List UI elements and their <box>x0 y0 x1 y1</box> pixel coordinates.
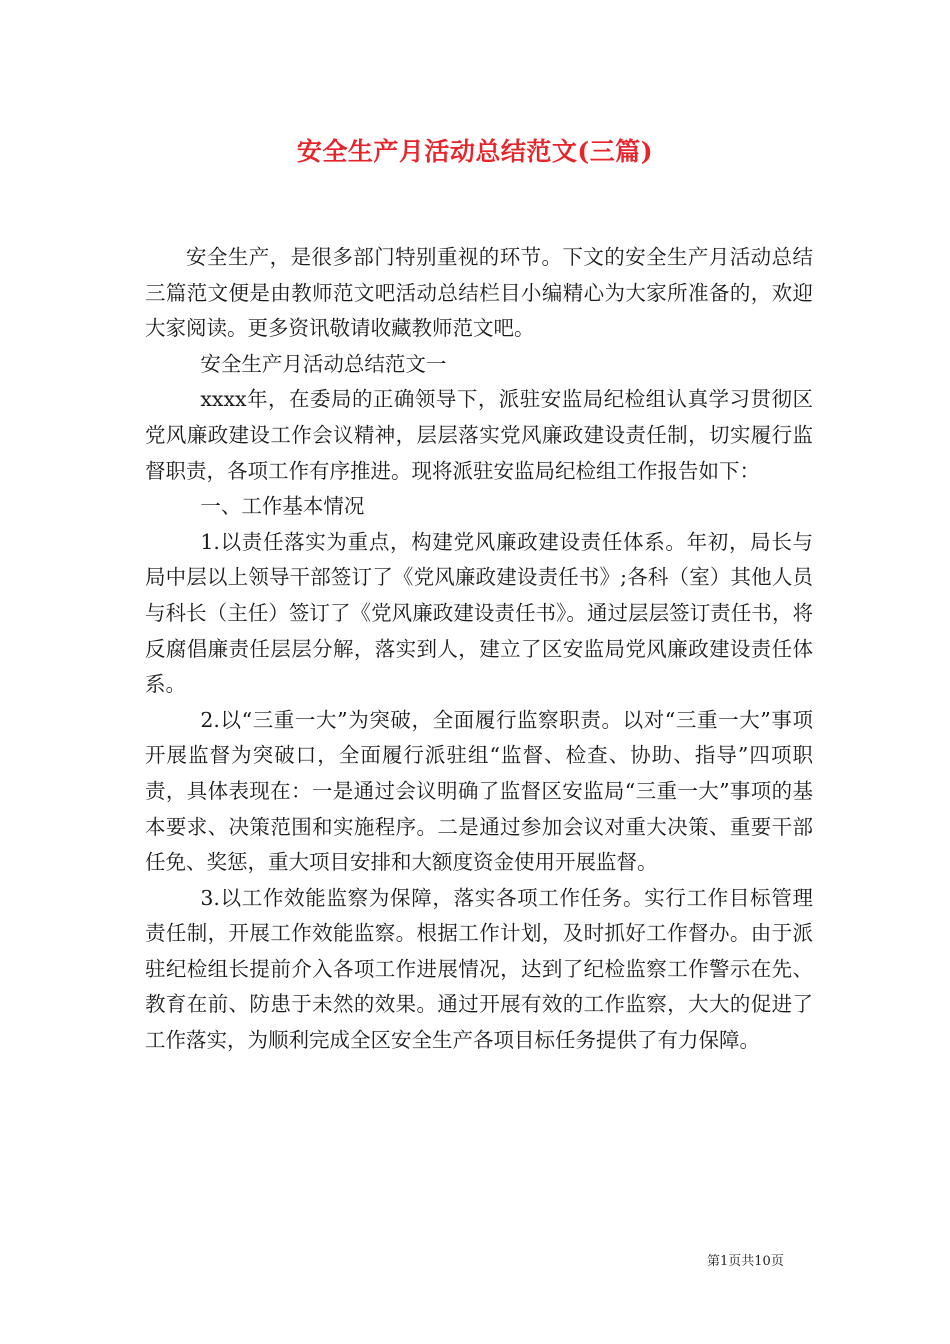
subsection-heading: 一、工作基本情况 <box>200 494 365 519</box>
body-paragraph: 3.以工作效能监察为保障，落实各项工作任务。实行工作目标管理责任制，开展工作效能监察。根据工作计划，及时抓好工作督办。由于派驻纪检组长提前介入各项工作进展情况，达到了纪检监察工作警示在先、教育在前、防患于未然的效果。通过开展有效的工作监察，大大的促进了工作落实，为顺利完成全区安全生产各项目标任务提供了有力保障。 <box>145 885 813 1053</box>
document-title: 安全生产月活动总结范文(三篇) <box>296 137 654 166</box>
intro-paragraph: 安全生产，是很多部门特别重视的环节。下文的安全生产月活动总结三篇范文便是由教师范文吧活动总结栏目小编精心为大家所准备的，欢迎大家阅读。更多资讯敬请收藏教师范文吧。 <box>145 245 813 341</box>
section-heading: 安全生产月活动总结范文一 <box>200 351 447 376</box>
page-number: 第1页共10页 <box>707 1254 784 1269</box>
body-paragraph: 1.以责任落实为重点，构建党风廉政建设责任体系。年初，局长与局中层以上领导干部签订了《党风廉政建设责任书》;各科（室）其他人员与科长（主任）签订了《党风廉政建设责任书》。通过层层签订责任书，将反腐倡廉责任层层分解，落实到人，建立了区安监局党风廉政建设责任体系。 <box>145 529 813 697</box>
document-body <box>145 240 813 1059</box>
body-paragraph: 2.以“三重一大”为突破，全面履行监察职责。以对“三重一大”事项开展监督为突破口，全面履行派驻组“监督、检查、协助、指导”四项职责，具体表现在：一是通过会议明确了监督区安监局“三重一大”事项的基本要求、决策范围和实施程序。二是通过参加会议对重大决策、重要干部任免、奖惩，重大项目安排和大额度资金使用开展监督。 <box>145 707 813 875</box>
body-paragraph: xxxx年，在委局的正确领导下，派驻安监局纪检组认真学习贯彻区党风廉政建设工作会议精神，层层落实党风廉政建设责任制，切实履行监督职责，各项工作有序推进。现将派驻安监局纪检组工作报告如下： <box>145 387 813 483</box>
